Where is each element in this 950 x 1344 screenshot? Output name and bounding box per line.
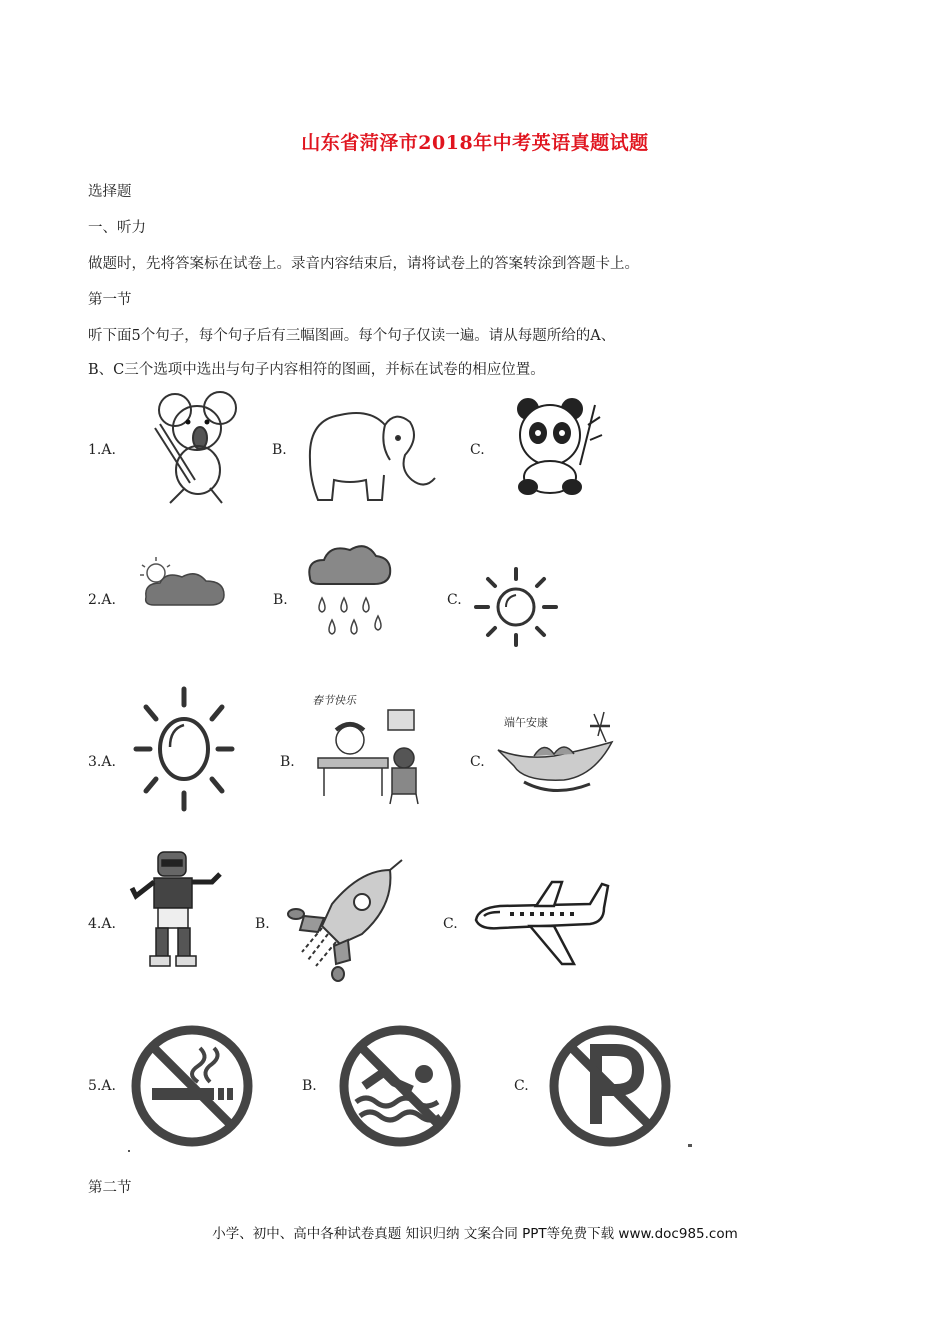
sun-image [470,565,562,649]
no-parking-sign [544,1024,676,1148]
footer-text: 小学、初中、高中各种试卷真题 知识归纳 文案合同 PPT等免费下载 www.doc985.com [212,1226,738,1242]
question-4-label: 4.A. [88,916,116,932]
question-3-label: 3.A. [88,754,116,770]
question-5-option-b: B. [302,1078,317,1094]
directions-line-1: 听下面5个句子，每个句子后有三幅图画。每个句子仅读一遍。请从每题所给的A、 [88,328,616,344]
question-4-option-c: C. [443,916,458,932]
sun-image [132,685,236,813]
scan-speck [128,1150,130,1152]
rocket-image [282,856,408,984]
question-2-option-b: B. [273,592,288,608]
scan-speck [688,1144,692,1147]
question-3-option-b: B. [280,754,295,770]
question-1-option-c: C. [470,442,485,458]
cloudy-sun-image [136,555,228,611]
robot-image [128,846,226,974]
section-one-heading: 第一节 [88,292,132,308]
part-one-heading: 一、听力 [88,220,146,236]
question-4-option-b: B. [255,916,270,932]
section-type-label: 选择题 [88,184,132,200]
question-3-option-c: C. [470,754,485,770]
dragon-boat-festival-image [494,706,620,806]
no-smoking-sign [126,1024,258,1148]
question-5-label: 5.A. [88,1078,116,1094]
elephant-image [300,400,440,508]
question-1-option-b: B. [272,442,287,458]
directions-line-2: B、C三个选项中选出与句子内容相符的图画，并标在试卷的相应位置。 [88,362,545,378]
question-1-label: 1.A. [88,442,116,458]
dragon-boat-caption: 端午安康 [504,716,548,729]
section-two-heading: 第二节 [88,1180,132,1196]
koala-image [140,388,250,510]
question-5-option-c: C. [514,1078,529,1094]
no-swimming-sign [334,1024,466,1148]
question-2-label: 2.A. [88,592,116,608]
spring-festival-image [306,688,436,806]
spring-festival-caption: 春节快乐 [312,694,356,707]
airplane-image [470,878,610,970]
rain-cloud-image [302,538,394,644]
page-title: 山东省菏泽市2018年中考英语真题试题 [301,132,649,154]
instructions-text: 做题时，先将答案标在试卷上。录音内容结束后，请将试卷上的答案转涂到答题卡上。 [88,256,639,272]
panda-image [510,395,605,497]
question-2-option-c: C. [447,592,462,608]
